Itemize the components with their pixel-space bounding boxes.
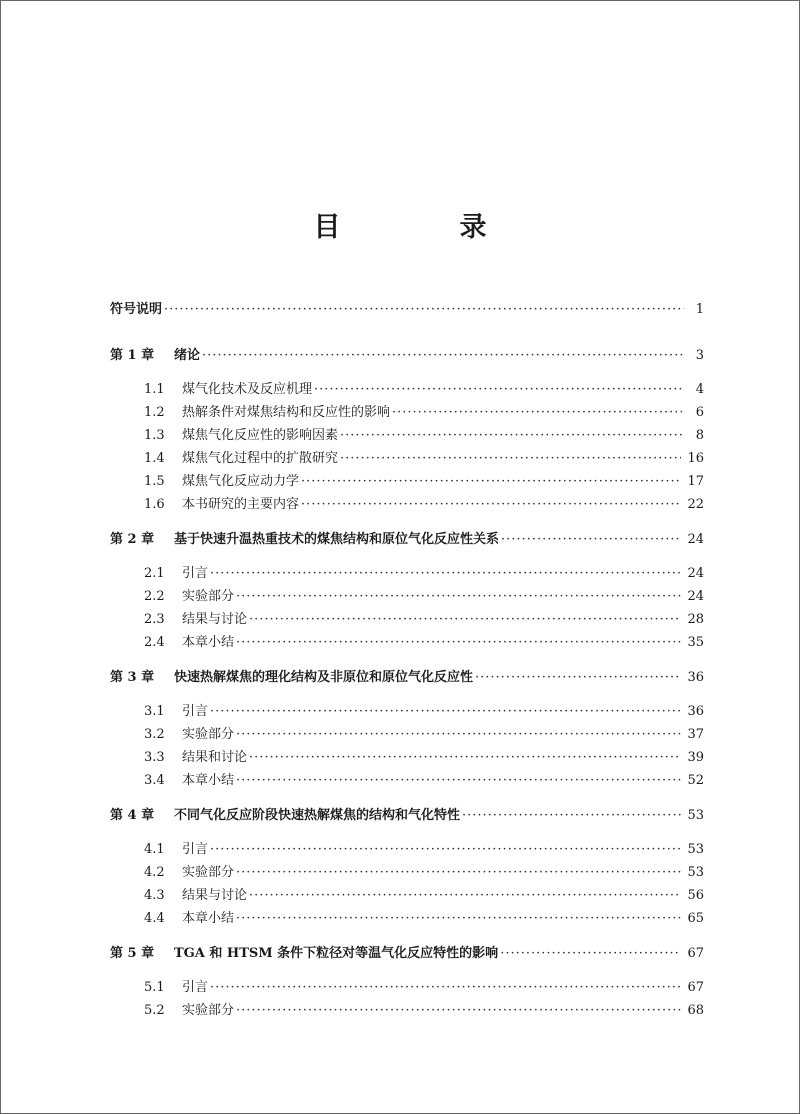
section-number: 2.4: [144, 635, 165, 650]
section-number: 5.2: [144, 1003, 165, 1018]
section-title: 实验部分: [182, 727, 235, 742]
toc-page-number: 8: [695, 428, 704, 443]
toc-page-number: 1: [695, 302, 704, 317]
section-title: 本书研究的主要内容: [182, 497, 300, 512]
toc-chapter-1[interactable]: [110, 346, 704, 366]
toc-section[interactable]: [110, 403, 704, 423]
dot-leader: [236, 1001, 681, 1021]
section-number: 4.3: [144, 888, 165, 903]
section-number: 1.6: [144, 497, 165, 512]
section-number: 2.2: [144, 589, 165, 604]
toc-section[interactable]: [110, 633, 704, 653]
dot-leader: [236, 633, 681, 653]
section-title: 热解条件对煤焦结构和反应性的影响: [182, 405, 391, 420]
toc-page-number: 4: [695, 382, 704, 397]
dot-leader: [340, 449, 681, 469]
section-title: 引言: [182, 566, 209, 581]
section-title: 本章小结: [182, 635, 235, 650]
dot-leader: [249, 610, 681, 630]
toc-page-number: 36: [687, 670, 704, 685]
toc-page-number: 16: [687, 451, 704, 466]
toc-section[interactable]: [110, 564, 704, 584]
section-title: 结果与讨论: [182, 612, 248, 627]
toc-chapter-3[interactable]: [110, 668, 704, 688]
toc-section[interactable]: [110, 886, 704, 906]
toc-page-number: 37: [687, 727, 704, 742]
dot-leader: [340, 426, 684, 446]
toc-entry-symbols[interactable]: [110, 300, 704, 320]
chapter-number: 第 4 章: [110, 808, 155, 823]
chapter-title: 快速热解煤焦的理化结构及非原位和原位气化反应性: [174, 670, 474, 685]
toc-section[interactable]: [110, 610, 704, 630]
dot-leader: [236, 771, 681, 791]
dot-leader: [210, 840, 681, 860]
toc-page-number: 24: [687, 589, 704, 604]
toc-section[interactable]: [110, 1001, 704, 1021]
section-title: 结果与讨论: [182, 888, 248, 903]
toc-chapter-2[interactable]: [110, 530, 704, 550]
toc-page-number: 68: [687, 1003, 704, 1018]
toc-page-number: 53: [687, 842, 704, 857]
toc-page-number: 36: [687, 704, 704, 719]
toc-section[interactable]: [110, 978, 704, 998]
toc-page-number: 56: [687, 888, 704, 903]
toc-entry-label: 符号说明: [110, 302, 163, 317]
dot-leader: [500, 944, 681, 964]
section-title: 引言: [182, 842, 209, 857]
section-title: 煤气化技术及反应机理: [182, 382, 313, 397]
section-title: 引言: [182, 980, 209, 995]
section-number: 1.4: [144, 451, 165, 466]
dot-leader: [236, 863, 681, 883]
toc-page-number: 39: [687, 750, 704, 765]
section-title: 煤焦气化反应性的影响因素: [182, 428, 339, 443]
toc-section[interactable]: [110, 495, 704, 515]
chapter-number: 第 2 章: [110, 532, 155, 547]
toc-section[interactable]: [110, 840, 704, 860]
section-number: 1.5: [144, 474, 165, 489]
toc-section[interactable]: [110, 426, 704, 446]
dot-leader: [249, 748, 681, 768]
toc-page-number: 35: [687, 635, 704, 650]
toc-page-number: 24: [687, 532, 704, 547]
toc-page-number: 53: [687, 808, 704, 823]
dot-leader: [236, 909, 681, 929]
section-number: 4.2: [144, 865, 165, 880]
page-title: 目 录: [313, 212, 533, 243]
chapter-title: TGA 和 HTSM 条件下粒径对等温气化反应特性的影响: [174, 946, 499, 961]
chapter-number: 第 5 章: [110, 946, 155, 961]
dot-leader: [475, 668, 681, 688]
toc-section[interactable]: [110, 748, 704, 768]
toc-page-number: 24: [687, 566, 704, 581]
section-title: 煤焦气化过程中的扩散研究: [182, 451, 339, 466]
dot-leader: [236, 725, 681, 745]
toc-page-number: 28: [687, 612, 704, 627]
section-title: 结果和讨论: [182, 750, 248, 765]
section-number: 3.3: [144, 750, 165, 765]
toc-section[interactable]: [110, 725, 704, 745]
toc-page-number: 17: [687, 474, 704, 489]
section-number: 3.2: [144, 727, 165, 742]
toc-page-number: 22: [687, 497, 704, 512]
dot-leader: [301, 472, 681, 492]
toc-section[interactable]: [110, 702, 704, 722]
toc-chapter-5[interactable]: [110, 944, 704, 964]
toc-page-number: 67: [687, 980, 704, 995]
toc-section[interactable]: [110, 449, 704, 469]
chapter-number: 第 1 章: [110, 348, 155, 363]
section-title: 煤焦气化反应动力学: [182, 474, 300, 489]
section-title: 实验部分: [182, 589, 235, 604]
toc-page-number: 53: [687, 865, 704, 880]
toc-section[interactable]: [110, 587, 704, 607]
dot-leader: [249, 886, 681, 906]
section-number: 2.1: [144, 566, 165, 581]
dot-leader: [462, 806, 681, 826]
section-title: 实验部分: [182, 1003, 235, 1018]
section-number: 4.1: [144, 842, 165, 857]
chapter-title: 绪论: [174, 348, 201, 363]
dot-leader: [210, 702, 681, 722]
section-title: 本章小结: [182, 911, 235, 926]
toc-page-number: 67: [687, 946, 704, 961]
dot-leader: [392, 403, 684, 423]
dot-leader: [236, 587, 681, 607]
section-title: 引言: [182, 704, 209, 719]
toc-chapter-4[interactable]: [110, 806, 704, 826]
section-number: 4.4: [144, 911, 165, 926]
toc-page-number: 52: [687, 773, 704, 788]
section-number: 1.3: [144, 428, 165, 443]
toc-page-number: 3: [695, 348, 704, 363]
chapter-number: 第 3 章: [110, 670, 155, 685]
toc-section[interactable]: [110, 472, 704, 492]
dot-leader: [210, 564, 681, 584]
dot-leader: [301, 495, 681, 515]
toc-section[interactable]: [110, 771, 704, 791]
section-number: 5.1: [144, 980, 165, 995]
chapter-title: 不同气化反应阶段快速热解煤焦的结构和气化特性: [174, 808, 461, 823]
section-number: 3.1: [144, 704, 165, 719]
section-title: 本章小结: [182, 773, 235, 788]
section-number: 1.2: [144, 405, 165, 420]
dot-leader: [501, 530, 681, 550]
chapter-title: 基于快速升温热重技术的煤焦结构和原位气化反应性关系: [174, 532, 500, 547]
section-title: 实验部分: [182, 865, 235, 880]
section-number: 2.3: [144, 612, 165, 627]
dot-leader: [210, 978, 681, 998]
toc-section[interactable]: [110, 909, 704, 929]
section-number: 1.1: [144, 382, 165, 397]
dot-leader: [202, 346, 684, 366]
dot-leader: [314, 380, 684, 400]
toc-page-number: 65: [687, 911, 704, 926]
toc-section[interactable]: [110, 863, 704, 883]
dot-leader: [164, 300, 684, 320]
toc-section[interactable]: [110, 380, 704, 400]
toc-page-number: 6: [695, 405, 704, 420]
section-number: 3.4: [144, 773, 165, 788]
